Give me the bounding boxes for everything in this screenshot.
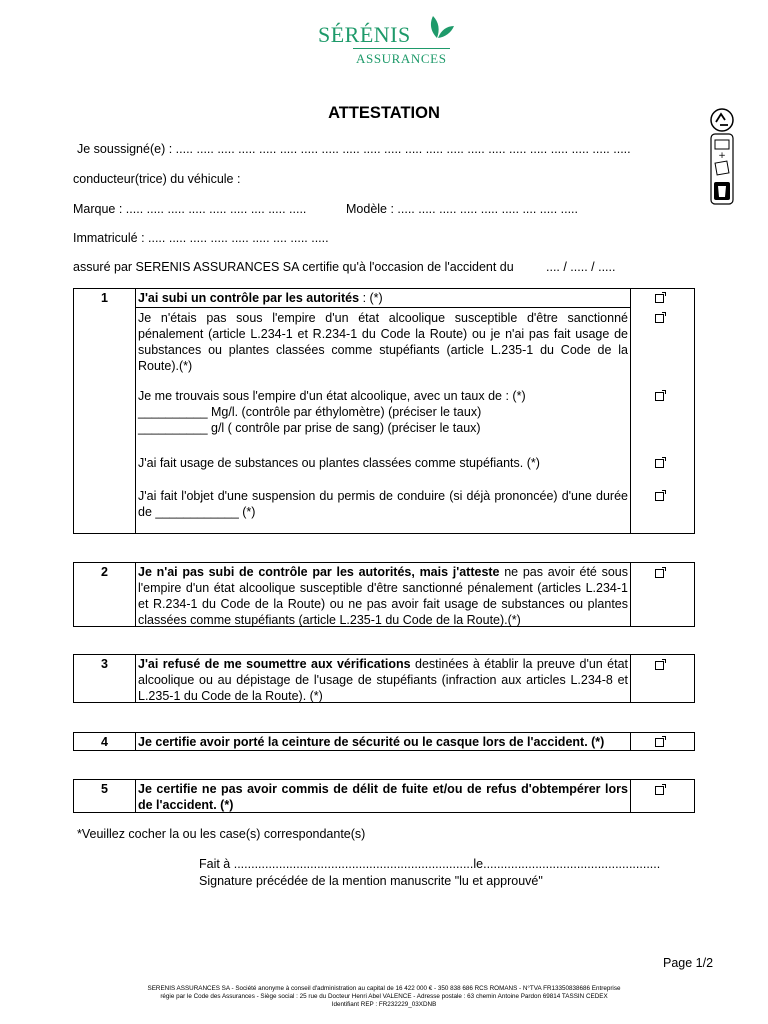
section-1-item-2-line-2: __________ Mg/l. (contrôle par éthylomètre) (préciser le taux) [138,405,482,419]
marque-field: Marque : ..... ..... ..... ..... ..... ..... .... ..... ..... [73,202,307,216]
section-5 [73,779,695,813]
section-1-item-3: J'ai fait usage de substances ou plantes classées comme stupéfiants. (*) [138,456,540,470]
section-3-text: J'ai refusé de me soumettre aux vérifications destinées à établir la preuve d'un état alcoolique ou au dépistage de l'usage de stupéfiants (infraction aux articles L.234-8 et L.235-1 du Code de la Route). (*) [138,657,629,703]
section-number: 2 [74,563,136,626]
checkbox-not-under-influence[interactable] [655,314,664,323]
serenis-logo [315,18,455,70]
section-1-heading: J'ai subi un contrôle par les autorités : (*) [138,291,383,305]
footer-line-3: Identifiant REP : FR232229_03XDNB [331,1001,437,1008]
section-number: 4 [74,733,136,750]
checkbox-controle[interactable] [655,294,664,303]
logo-name: SÉRÉNIS [318,22,411,47]
soussigne-field: Je soussigné(e) : ..... ..... ..... ..... ..... ..... ..... ..... ..... ..... ..... ..... ..... ..... ..... ..... ..... ..... ..... ..... ..... ..... [77,142,631,156]
page-number: Page 1/2 [663,956,714,970]
section-3-checkbox-column [630,655,694,702]
fait-a-field: Fait à .....................................................................le................................................... [199,857,661,871]
conducteur-label: conducteur(trice) du véhicule : [73,172,241,186]
section-1-item-1: Je n'étais pas sous l'empire d'un état alcoolique susceptible d'être sanctionné pénalement (article L.234-1 et R.234-1 du Code la Route) ou je n'ai pas fait usage de substances ou plantes classées comme stupéfiants (article L.235-1 du Code de la Route).(*) [138,311,628,373]
logo-subtitle: ASSURANCES [356,51,447,66]
checkbox-section-4[interactable] [655,738,664,747]
section-2-content [136,564,630,626]
accident-date-field: .... / ..... / ..... [546,260,616,274]
logo-underline [353,48,450,49]
section-1-item-2-line-3: __________ g/l ( contrôle par prise de sang) (préciser le taux) [138,421,481,435]
section-1-content [136,289,630,533]
recycling-icons [708,106,736,206]
section-1-checkbox-column [630,289,694,533]
section-4-text: Je certifie avoir porté la ceinture de sécurité ou le casque lors de l'accident. (*) [138,735,605,749]
checkbox-drug-use[interactable] [655,459,664,468]
document-title: ATTESTATION [328,104,440,122]
signature-mention: Signature précédée de la mention manuscrite "lu et approuvé" [199,874,543,888]
section-3 [73,654,695,703]
section-2-text: Je n'ai pas subi de contrôle par les autorités, mais j'atteste ne pas avoir été sous l'empire d'un état alcoolique susceptible d'être sanctionné pénalement (articles L.234-1 et R.234-1 du Code de la Route) ou ne pas avoir fait usage de substances ou plantes classées comme stupéfiants (article L.235-1 du Code de la Route).(*) [138,565,629,627]
section-number: 1 [74,289,136,533]
section-1-item-2-line-1: Je me trouvais sous l'empire d'un état alcoolique, avec un taux de : (*) [138,389,526,403]
section-4-content [136,734,630,750]
section-1-item-4: J'ai fait l'objet d'une suspension du permis de conduire (si déjà prononcée) d'une durée de ____________ (*) [138,489,628,519]
section-2 [73,562,695,627]
section-5-text: Je certifie ne pas avoir commis de délit de fuite et/ou de refus d'obtempérer lors de l'accident. (*) [138,782,628,812]
checkbox-section-2[interactable] [655,569,664,578]
side-icons [708,106,736,209]
immatricule-field: Immatriculé : ..... ..... ..... ..... ..... ..... .... ..... ..... [73,231,329,245]
svg-text:+: + [718,151,726,161]
modele-field: Modèle : ..... ..... ..... ..... ..... ..... .... ..... ..... [346,202,579,216]
footer-line-2: régie par le Code des Assurances - Siège social : 25 rue du Docteur Henri Abel VALENCE - Adresse postale : 63 chemin Antoine Pardon 69814 TASSIN CEDEX [160,993,608,1000]
section-4 [73,732,695,751]
leaf-icon [421,14,455,40]
footer-line-1: SERENIS ASSURANCES SA - Société anonyme à conseil d'administration au capital de 16 422 000 € - 350 838 686 RCS ROMANS - N°TVA FR13350838686 Entreprise [147,985,621,992]
section-5-checkbox-column [630,780,694,812]
section-number: 5 [74,780,136,812]
checkbox-note: *Veuillez cocher la ou les case(s) correspondante(s) [77,827,366,841]
section-3-content [136,656,630,702]
section-5-content [136,781,630,812]
section-1 [73,288,695,534]
assure-statement: assuré par SERENIS ASSURANCES SA certifie qu'à l'occasion de l'accident du [73,260,514,274]
checkbox-section-5[interactable] [655,786,664,795]
checkbox-alcohol-level[interactable] [655,392,664,401]
section-2-checkbox-column [630,563,694,626]
checkbox-license-suspension[interactable] [655,492,664,501]
footer [0,985,768,1009]
section-number: 3 [74,655,136,702]
checkbox-section-3[interactable] [655,661,664,670]
section-4-checkbox-column [630,733,694,750]
